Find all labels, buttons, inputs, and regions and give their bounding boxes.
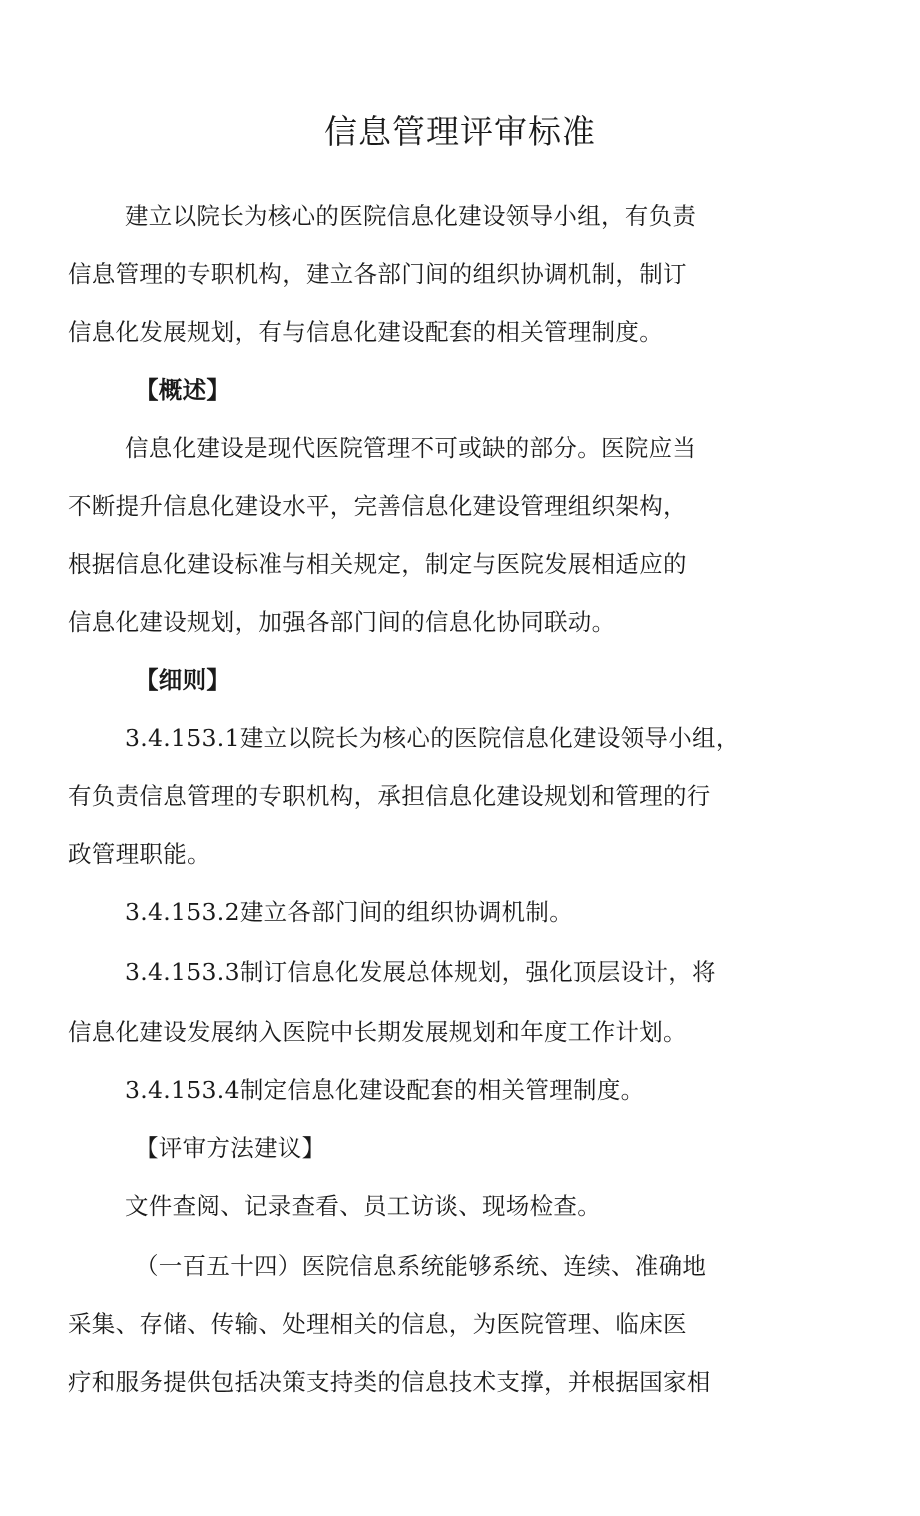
method-text: 文件查阅、记录查看、员工访谈、现场检查。 [125,1192,601,1220]
intro-line-3: 信息化发展规划，有与信息化建设配套的相关管理制度。 [68,318,663,346]
overview-line-2: 不断提升信息化建设水平，完善信息化建设管理组织架构， [68,492,687,520]
method-heading: 【评审方法建议】 [135,1134,326,1162]
next-section-line-2: 采集、存储、传输、处理相关的信息，为医院管理、临床医 [68,1310,687,1338]
intro-line-1: 建立以院长为核心的医院信息化建设领导小组，有负责 [125,202,697,230]
details-line-4: 3.4.153.2建立各部门间的组织协调机制。 [125,898,574,926]
overview-line-4: 信息化建设规划，加强各部门间的信息化协同联动。 [68,608,616,636]
details-heading: 【细则】 [135,666,231,694]
details-line-1: 3.4.153.1建立以院长为核心的医院信息化建设领导小组， [125,724,740,752]
document-title: 信息管理评审标准 [324,112,596,151]
next-section-line-1: （一百五十四）医院信息系统能够系统、连续、准确地 [135,1252,707,1280]
overview-line-1: 信息化建设是现代医院管理不可或缺的部分。医院应当 [125,434,697,462]
details-line-6: 信息化建设发展纳入医院中长期发展规划和年度工作计划。 [68,1018,687,1046]
details-line-3: 政管理职能。 [68,840,211,868]
details-line-2: 有负责信息管理的专职机构，承担信息化建设规划和管理的行 [68,782,711,810]
next-section-line-3: 疗和服务提供包括决策支持类的信息技术支撑，并根据国家相 [68,1368,711,1396]
overview-heading: 【概述】 [135,376,231,404]
intro-line-2: 信息管理的专职机构，建立各部门间的组织协调机制，制订 [68,260,687,288]
details-line-7: 3.4.153.4制定信息化建设配套的相关管理制度。 [125,1076,645,1104]
overview-line-3: 根据信息化建设标准与相关规定，制定与医院发展相适应的 [68,550,687,578]
details-line-5: 3.4.153.3制订信息化发展总体规划，强化顶层设计，将 [125,958,716,986]
